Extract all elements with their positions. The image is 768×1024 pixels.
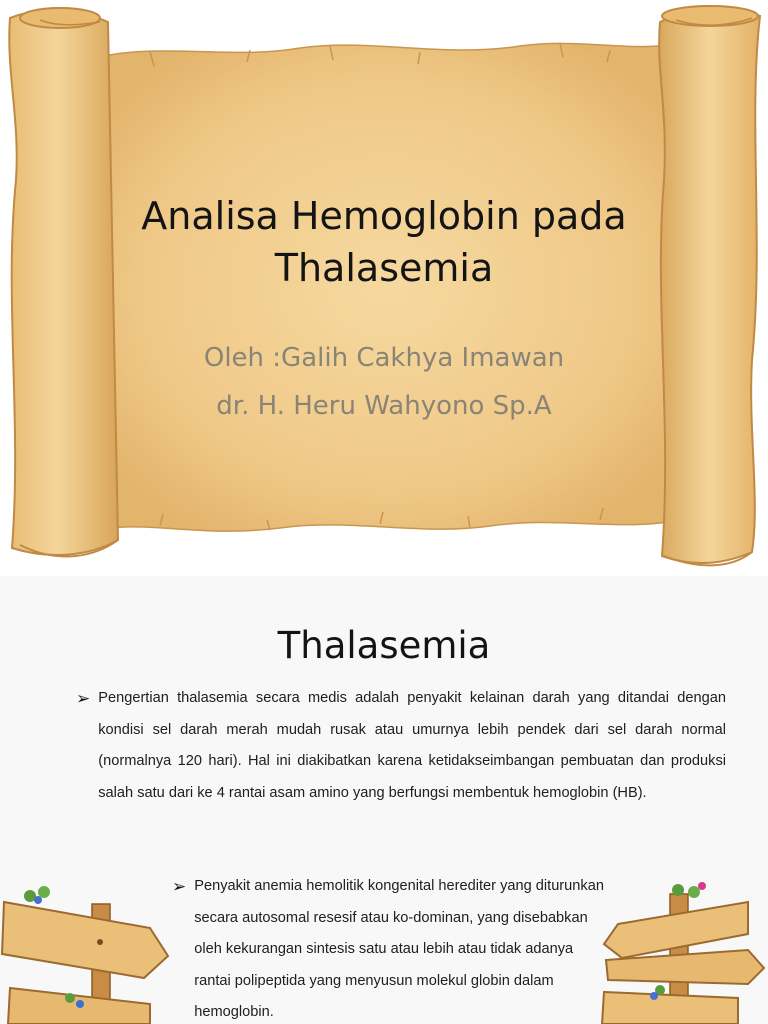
- bullet-text: Penyakit anemia hemolitik kongenital herediter yang diturunkan secara autosomal resesif atau ko-dominan, yang disebabkan oleh kekurangan sintesis satu atau lebih atau tidak adanya rantai polipeptida yang menyusun molekul globin dalam hemoglobin.: [194, 878, 604, 1020]
- wooden-signpost-icon: [598, 880, 768, 1024]
- title-line-2: Thalasemia: [274, 246, 494, 290]
- section-title: Thalasemia: [277, 624, 491, 667]
- author-line-1: Oleh :Galih Cakhya Imawan: [203, 343, 565, 373]
- slide-authors: [120, 334, 648, 430]
- bullet-item: [172, 876, 612, 1024]
- arrow-bullet-icon: ➢: [76, 689, 91, 709]
- content-slide: [0, 576, 768, 1024]
- title-line-1: Analisa Hemoglobin pada: [141, 194, 627, 238]
- arrow-bullet-icon: ➢: [172, 877, 187, 897]
- wooden-signpost-icon: [0, 880, 176, 1024]
- author-line-2: dr. H. Heru Wahyono Sp.A: [216, 391, 552, 421]
- bullet-text: Pengertian thalasemia secara medis adalah penyakit kelainan darah yang ditandai dengan kondisi sel darah merah mudah rusak atau umurnya lebih pendek dari sel darah normal (normalnya 120 hari). Hal ini diakibatkan karena ketidakseimbangan pembuatan dan produksi salah satu dari ke 4 rantai asam amino yang berfungsi membentuk hemoglobin (HB).: [98, 690, 726, 801]
- slide-title: [120, 190, 648, 294]
- bullet-item: [76, 688, 726, 809]
